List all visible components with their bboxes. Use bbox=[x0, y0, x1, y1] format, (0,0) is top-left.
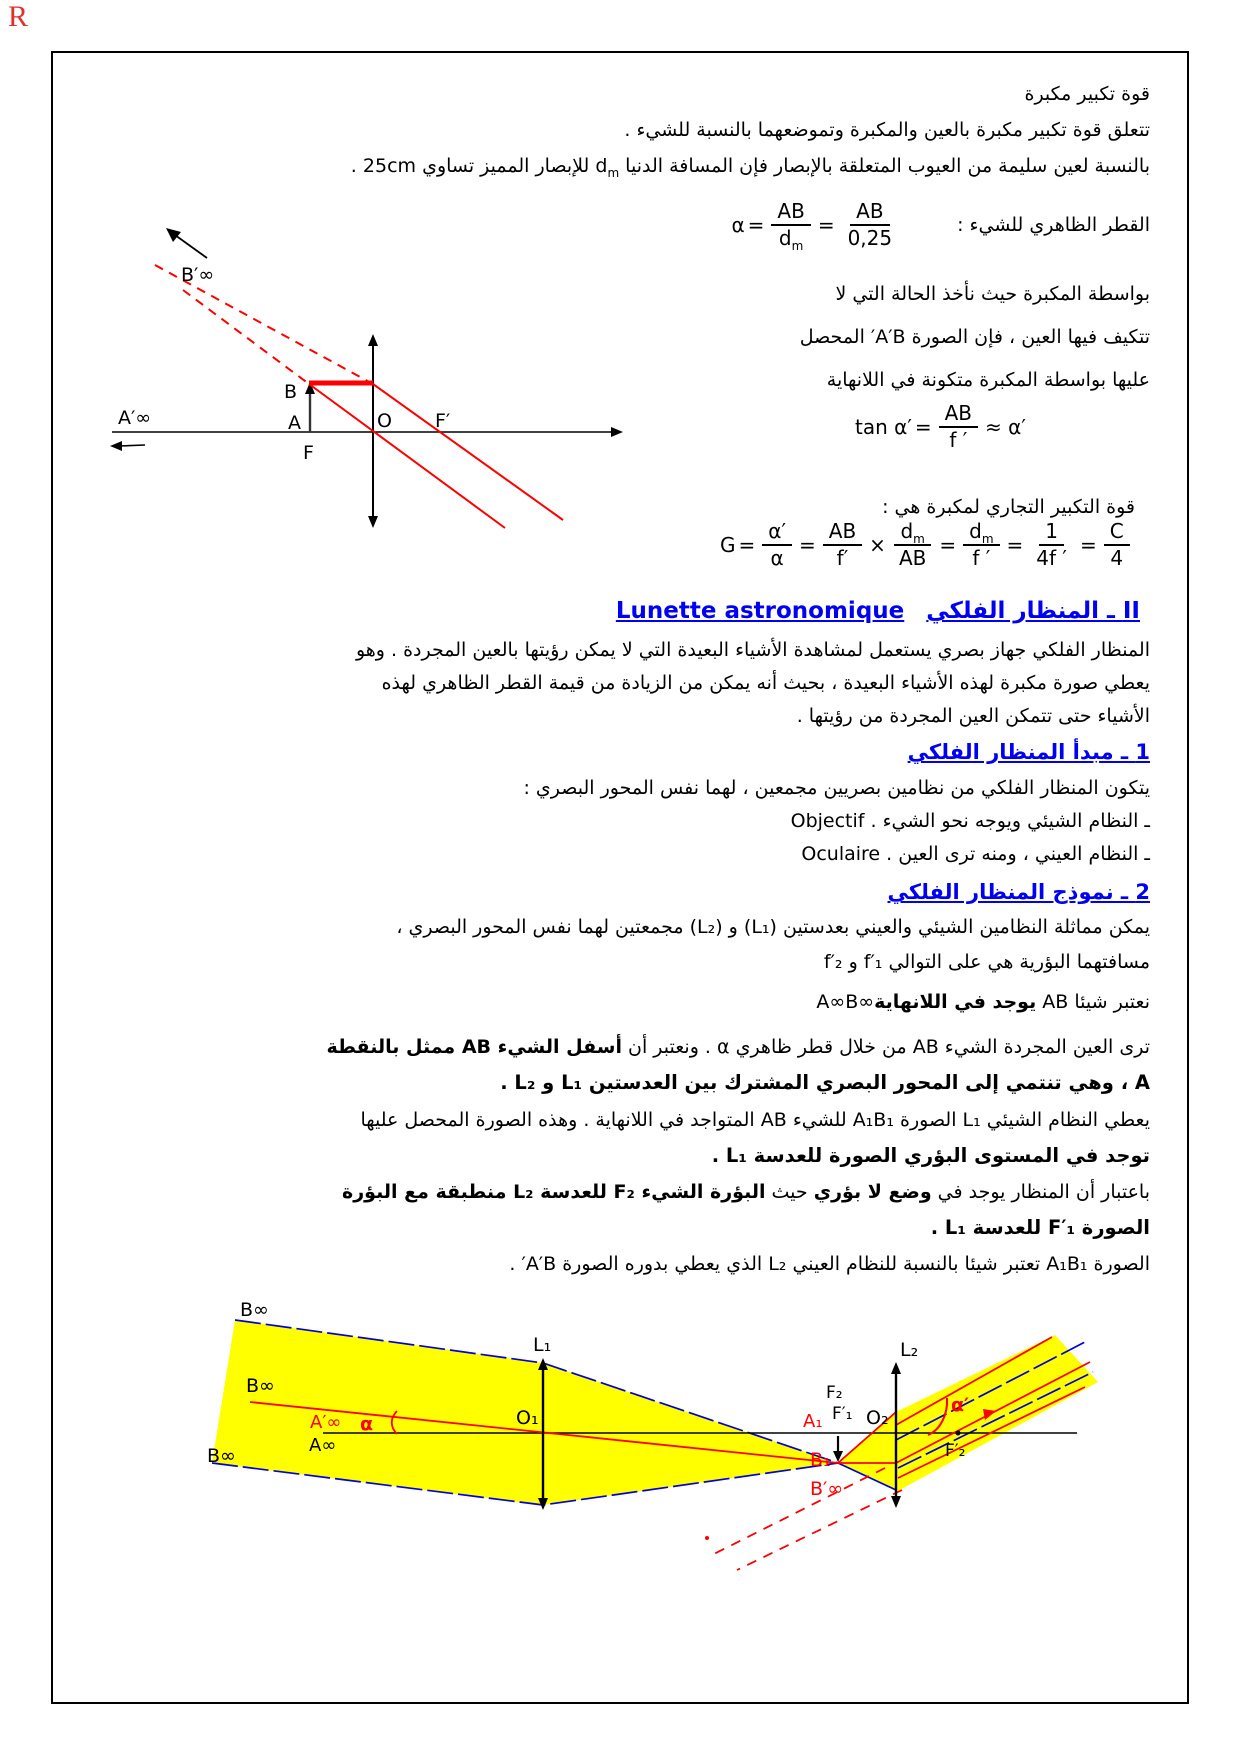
subsection-2-title: 2 ـ نموذج المنظار الفلكي bbox=[887, 880, 1150, 904]
fraction-ab-dm: $\frac{AB}{d_m}$ bbox=[771, 200, 810, 250]
virtual-ray-dot bbox=[705, 1536, 709, 1540]
label-b: B bbox=[284, 381, 298, 403]
label-b1: B₁ bbox=[810, 1449, 831, 1471]
telescope-paragraph-3: الأشياء حتى تتمكن العين المجردة من رؤيتها . bbox=[796, 705, 1150, 727]
telescope-paragraph-2: يعطي صورة مكبرة لهذه الأشياء البعيدة ، بحيث أنه يمكن من الزيادة من قيمة القطر الظاهري لهذه bbox=[381, 672, 1150, 694]
intro-line-3: بالنسبة لعين سليمة من العيوب المتعلقة بالإبصار فإن المسافة الدنيا $d_m$ للإبصار المميز تساوي 25cm . bbox=[350, 155, 1150, 180]
fraction-ab-025: $\frac{AB}{0,25}$ bbox=[847, 199, 893, 250]
label-b-infinity-mid: B∞ bbox=[246, 1375, 275, 1397]
left-arrowhead bbox=[110, 441, 122, 451]
label-f2: F₂ bbox=[826, 1383, 843, 1403]
dm-symbol: $d_m$ bbox=[595, 155, 620, 180]
ocular-line: ـ النظام العيني ، ومنه ترى العين . Oculaire bbox=[801, 843, 1150, 865]
label-a: A bbox=[288, 412, 301, 434]
objective-line: ـ النظام الشيئي ويوجه نحو الشيء . Objectif bbox=[790, 810, 1150, 832]
apparent-diameter-row bbox=[731, 199, 1150, 253]
model-paragraph-1: يمكن مماثلة النظامين الشيئي والعيني بعدستين (L₁) و (L₂) مجمعتين لهما نفس المحور البصري ، bbox=[396, 916, 1150, 938]
fraction-1-4f: $\frac{1}{4f '}$ bbox=[1036, 519, 1067, 570]
lens-top-arrowhead bbox=[368, 334, 378, 346]
intro-line-3-text: بالنسبة لعين سليمة من العيوب المتعلقة بالإبصار فإن المسافة الدنيا bbox=[619, 155, 1150, 177]
lens-bottom-arrowhead bbox=[368, 516, 378, 528]
model-paragraph-2: مسافتهما البؤرية هي على التوالي f′₁ و f′₂ bbox=[823, 951, 1150, 973]
magnifier-line-1: بواسطة المكبرة حيث نأخذ الحالة التي لا bbox=[835, 283, 1150, 305]
virtual-exit-ray-1 bbox=[710, 1468, 885, 1556]
label-l2: L₂ bbox=[900, 1339, 919, 1361]
fraction-ab-fprime: $\frac{AB}{f '}$ bbox=[939, 402, 978, 452]
label-o2: O₂ bbox=[866, 1407, 889, 1429]
focal-plane-paragraph: توجد في المستوى البؤري الصورة للعدسة L₁ . bbox=[711, 1144, 1150, 1167]
label-f-prime: F′ bbox=[435, 410, 451, 432]
subsection-1-title: 1 ـ مبدأ المنظار الفلكي bbox=[907, 740, 1150, 764]
alpha-formula: α = $\frac{AB}{d_m}$ = $\frac{AB}{0,25}$ bbox=[731, 200, 902, 250]
objective-image-paragraph: يعطي النظام الشيئي L₁ الصورة A₁B₁ للشيء AB المتواجد في اللانهاية . وهذه الصورة المحصل عليها bbox=[360, 1109, 1150, 1131]
magnifier-line-3: عليها بواسطة المكبرة متكونة في اللانهاية bbox=[826, 369, 1150, 391]
label-alpha-prime: α′ bbox=[951, 1394, 970, 1416]
label-f1-prime: F′₁ bbox=[832, 1404, 853, 1424]
afocal-paragraph-1: باعتبار أن المنظار يوجد في وضع لا بؤري حيث البؤرة الشيء F₂ للعدسة L₂ منطبقة مع البؤرة bbox=[342, 1181, 1150, 1203]
label-a-prime-infinity: A′∞ bbox=[310, 1412, 342, 1433]
image-infinity-arrow bbox=[175, 235, 207, 258]
fraction-c-4: $\frac{C}{4}$ bbox=[1104, 520, 1130, 570]
fraction-dm-f: $\frac{d_m}{f '}$ bbox=[963, 520, 999, 570]
fraction-ab-f: $\frac{AB}{f'}$ bbox=[823, 520, 862, 570]
commercial-power-label: قوة التكبير التجاري لمكبرة هي : bbox=[882, 496, 1135, 518]
section-2-title-french: Lunette astronomique bbox=[615, 598, 905, 624]
ray-through-center bbox=[309, 384, 505, 528]
label-f2-prime: F′₂ bbox=[945, 1441, 966, 1461]
label-b-prime-infinity: B′∞ bbox=[810, 1478, 844, 1500]
telescope-model-diagram bbox=[150, 1280, 1110, 1625]
fraction-dm-ab: $\frac{d_m}{AB}$ bbox=[893, 520, 932, 570]
label-b-infinity-bottom: B∞ bbox=[207, 1445, 236, 1467]
intro-line-2: تتعلق قوة تكبير مكبرة بالعين والمكبرة وتموضعهما بالنسبة للشيء . bbox=[624, 119, 1150, 141]
label-a-infinity: A∞ bbox=[309, 1435, 337, 1456]
distance-value: 25cm bbox=[362, 155, 417, 177]
label-o: O bbox=[377, 410, 392, 432]
image-infinity-arrowhead bbox=[166, 228, 181, 242]
label-a1: A₁ bbox=[803, 1411, 823, 1432]
ocular-image-paragraph: الصورة A₁B₁ تعتبر شيئا بالنسبة للنظام العيني L₂ الذي يعطي بدوره الصورة A′B′ . bbox=[509, 1253, 1150, 1275]
label-f: F bbox=[303, 442, 314, 464]
lens-l2-top-arrowhead bbox=[891, 1362, 901, 1374]
corner-mark: R bbox=[8, 0, 29, 33]
fraction-alpha: $\frac{\alpha'}{\alpha}$ bbox=[762, 520, 792, 570]
point-a-paragraph: A ، وهي تنتمي إلى المحور البصري المشترك بين العدستين L₁ و L₂ . bbox=[500, 1071, 1150, 1094]
exit-beam bbox=[896, 1335, 1098, 1492]
label-o1: O₁ bbox=[516, 1407, 539, 1429]
label-b-infinity-top: B∞ bbox=[240, 1299, 269, 1321]
g-formula: G = $\frac{\alpha'}{\alpha}$ = $\frac{AB}{f'}$ × $\frac{d_m}{AB}$ = $\frac{d_m}{f '}$ = $\frac{1}{4f '}$ = $\frac{C}{4}$ bbox=[720, 520, 1134, 570]
section-2-title-arabic: II ـ المنظار الفلكي bbox=[926, 598, 1140, 624]
left-direction-arrow bbox=[119, 445, 145, 446]
virtual-ray-lower bbox=[183, 290, 309, 384]
label-alpha: α bbox=[360, 1413, 374, 1435]
tan-formula: tan α′ = $\frac{AB}{f '}$ ≈ α′ bbox=[855, 401, 1026, 452]
telescope-paragraph-1: المنظار الفلكي جهاز بصري يستعمل لمشاهدة الأشياء البعيدة التي لا يمكن رؤيتها بالعين المجردة . وهو bbox=[355, 639, 1150, 661]
naked-eye-paragraph: ترى العين المجردة الشيء AB من خلال قطر ظاهري α . ونعتبر أن أسفل الشيء AB ممثل بالنقطة bbox=[326, 1036, 1150, 1058]
lens-l2-bottom-arrowhead bbox=[891, 1496, 901, 1508]
label-b-prime-infinity: B′∞ bbox=[181, 264, 215, 286]
f2-prime-focal-point bbox=[956, 1431, 961, 1436]
label-a-prime-infinity: A′∞ bbox=[118, 407, 152, 429]
axis-right-arrowhead bbox=[611, 427, 623, 437]
virtual-exit-ray-2 bbox=[737, 1490, 902, 1570]
section-2-title bbox=[612, 596, 1140, 627]
magnifier-line-2: تتكيف فيها العين ، فإن الصورة A′B′ المحصل bbox=[799, 326, 1150, 348]
model-paragraph-3: نعتبر شيئا AB يوجد في اللانهاية A∞B∞ bbox=[810, 991, 1150, 1013]
afocal-paragraph-2: الصورة F′₁ للعدسة L₁ . bbox=[930, 1216, 1150, 1239]
principle-paragraph: يتكون المنظار الفلكي من نظامين بصريين مجمعين ، لهما نفس المحور البصري : bbox=[523, 777, 1150, 799]
apparent-diameter-label: القطر الظاهري للشيء : bbox=[957, 214, 1150, 236]
label-l1: L₁ bbox=[533, 1334, 552, 1356]
magnifier-ray-diagram bbox=[95, 208, 645, 553]
ab-infinity-symbol: A∞B∞ bbox=[810, 991, 875, 1013]
intro-line-1: قوة تكبير مكبرة bbox=[1024, 83, 1150, 105]
